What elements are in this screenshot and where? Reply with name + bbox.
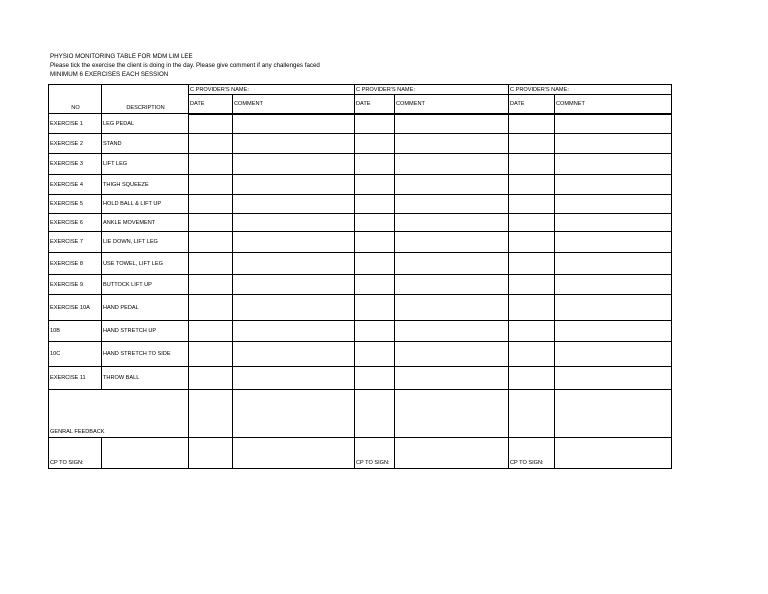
exercise-no: EXERCISE 6 <box>49 214 102 232</box>
comment-cell[interactable] <box>233 134 355 154</box>
comment-cell[interactable] <box>233 342 355 367</box>
feedback-cell[interactable] <box>189 390 233 438</box>
exercise-description: THROW BALL <box>102 367 189 390</box>
table-row <box>49 195 672 214</box>
comment-cell[interactable] <box>395 114 509 134</box>
comment-cell[interactable] <box>233 232 355 253</box>
cp-sign-label: CP TO SIGN: <box>509 438 555 469</box>
table-row <box>49 367 672 390</box>
comment-cell[interactable] <box>555 321 672 342</box>
exercise-description: HAND STRETCH TO SIDE <box>102 342 189 367</box>
comment-cell[interactable] <box>395 232 509 253</box>
date-cell[interactable] <box>189 342 233 367</box>
exercise-no: EXERCISE 11 <box>49 367 102 390</box>
date-cell[interactable] <box>355 214 395 232</box>
comment-cell[interactable] <box>395 134 509 154</box>
date-cell[interactable] <box>509 195 555 214</box>
date-cell[interactable] <box>355 342 395 367</box>
date-cell[interactable] <box>355 232 395 253</box>
comment-cell[interactable] <box>555 275 672 295</box>
date-cell[interactable] <box>509 154 555 175</box>
table-row <box>49 134 672 154</box>
exercise-no: EXERCISE 3 <box>49 154 102 175</box>
exercise-description: LIE DOWN, LIFT LEG <box>102 232 189 253</box>
date-cell[interactable] <box>509 114 555 134</box>
date-cell[interactable] <box>189 154 233 175</box>
comment-header: COMMENT <box>233 95 355 114</box>
monitoring-table <box>48 84 672 469</box>
exercise-description: USE TOWEL, LIFT LEG <box>102 253 189 275</box>
exercise-description: HOLD BALL & LIFT UP <box>102 195 189 214</box>
date-cell[interactable] <box>355 295 395 321</box>
instruction-text: Please tick the exercise the client is doing in the day. Please give comment if any challenges faced <box>50 62 320 69</box>
comment-cell[interactable] <box>233 253 355 275</box>
exercise-no: EXERCISE 5 <box>49 195 102 214</box>
date-cell[interactable] <box>509 321 555 342</box>
comment-cell[interactable] <box>233 195 355 214</box>
table-row <box>49 321 672 342</box>
table-row <box>49 232 672 253</box>
minimum-note: MINIMUM 6 EXERCISES EACH SESSION <box>50 71 169 78</box>
cp-sign-label: CP TO SIGN: <box>355 438 395 469</box>
comment-cell[interactable] <box>555 134 672 154</box>
exercise-description: BUTTOCK LIFT UP <box>102 275 189 295</box>
date-cell[interactable] <box>355 134 395 154</box>
feedback-cell[interactable] <box>509 390 555 438</box>
exercise-no: 10B <box>49 321 102 342</box>
sign-row <box>49 438 672 469</box>
comment-cell[interactable] <box>555 154 672 175</box>
comment-cell[interactable] <box>233 114 355 134</box>
date-cell[interactable] <box>509 275 555 295</box>
comment-cell[interactable] <box>555 342 672 367</box>
date-cell[interactable] <box>509 295 555 321</box>
comment-cell[interactable] <box>395 275 509 295</box>
exercise-description: LIFT LEG <box>102 154 189 175</box>
date-header: DATE <box>355 95 395 114</box>
comment-cell[interactable] <box>233 321 355 342</box>
exercise-description: THIGH SQUEEZE <box>102 175 189 195</box>
date-cell[interactable] <box>509 367 555 390</box>
exercise-no: EXERCISE 1 <box>49 114 102 134</box>
date-cell[interactable] <box>355 195 395 214</box>
date-cell[interactable] <box>509 175 555 195</box>
table-row <box>49 275 672 295</box>
table-row <box>49 154 672 175</box>
date-cell[interactable] <box>355 154 395 175</box>
exercise-no: EXERCISE 4 <box>49 175 102 195</box>
sign-cell[interactable] <box>555 438 672 469</box>
comment-cell[interactable] <box>555 195 672 214</box>
feedback-cell[interactable] <box>395 390 509 438</box>
exercise-no: EXERCISE 7 <box>49 232 102 253</box>
comment-cell[interactable] <box>555 295 672 321</box>
comment-cell[interactable] <box>395 175 509 195</box>
comment-cell[interactable] <box>395 321 509 342</box>
comment-cell[interactable] <box>233 295 355 321</box>
feedback-cell[interactable] <box>555 390 672 438</box>
date-cell[interactable] <box>189 275 233 295</box>
date-cell[interactable] <box>355 114 395 134</box>
comment-cell[interactable] <box>555 367 672 390</box>
date-header: DATE <box>189 95 233 114</box>
exercise-no: 10C <box>49 342 102 367</box>
comment-cell[interactable] <box>555 114 672 134</box>
date-cell[interactable] <box>189 195 233 214</box>
comment-header: COMMENT <box>395 95 509 114</box>
provider-name-3[interactable]: C PROVIDER'S NAME: <box>509 85 672 95</box>
feedback-cell[interactable] <box>233 390 355 438</box>
exercise-no: EXERCISE 8 <box>49 253 102 275</box>
date-cell[interactable] <box>189 295 233 321</box>
date-cell[interactable] <box>355 275 395 295</box>
comment-cell[interactable] <box>395 342 509 367</box>
comment-cell[interactable] <box>233 175 355 195</box>
date-cell[interactable] <box>509 214 555 232</box>
date-cell[interactable] <box>509 134 555 154</box>
table-row <box>49 342 672 367</box>
date-cell[interactable] <box>509 253 555 275</box>
provider-name-2[interactable]: C PROVIDER'S NAME: <box>355 85 509 95</box>
table-row <box>49 295 672 321</box>
date-cell[interactable] <box>189 175 233 195</box>
date-cell[interactable] <box>189 214 233 232</box>
comment-cell[interactable] <box>395 214 509 232</box>
page-title: PHYSIO MONITORING TABLE FOR MDM LIM LEE <box>50 53 193 60</box>
date-cell[interactable] <box>355 367 395 390</box>
comment-cell[interactable] <box>395 154 509 175</box>
comment-cell[interactable] <box>395 367 509 390</box>
comment-cell[interactable] <box>395 195 509 214</box>
table-row <box>49 214 672 232</box>
comment-cell[interactable] <box>233 154 355 175</box>
date-cell[interactable] <box>355 175 395 195</box>
comment-cell[interactable] <box>395 295 509 321</box>
date-cell[interactable] <box>189 367 233 390</box>
sign-cell[interactable] <box>395 438 509 469</box>
comment-cell[interactable] <box>555 253 672 275</box>
date-cell[interactable] <box>355 321 395 342</box>
cp-sign-label: CP TO SIGN: <box>49 438 102 469</box>
provider-name-1[interactable]: C PROVIDER'S NAME: <box>189 85 355 95</box>
date-cell[interactable] <box>509 342 555 367</box>
header-description: DESCRIPTION <box>102 85 189 114</box>
comment-cell[interactable] <box>233 275 355 295</box>
date-cell[interactable] <box>509 232 555 253</box>
sign-cell[interactable] <box>189 438 233 469</box>
sign-cell[interactable] <box>102 438 189 469</box>
exercise-description: STAND <box>102 134 189 154</box>
comment-cell[interactable] <box>233 367 355 390</box>
exercise-no: EXERCISE 2 <box>49 134 102 154</box>
table-row <box>49 175 672 195</box>
comment-cell[interactable] <box>555 175 672 195</box>
date-cell[interactable] <box>189 321 233 342</box>
exercise-description: LEG PEDAL <box>102 114 189 134</box>
general-feedback-label: GENRAL FEEDBACK <box>49 390 189 438</box>
date-cell[interactable] <box>189 253 233 275</box>
header-no: NO <box>49 85 102 114</box>
sign-cell[interactable] <box>233 438 355 469</box>
comment-cell[interactable] <box>555 232 672 253</box>
comment-header: COMMNET <box>555 95 672 114</box>
exercise-no: EXERCISE 10A <box>49 295 102 321</box>
exercise-description: ANKLE MOVEMENT <box>102 214 189 232</box>
date-cell[interactable] <box>355 253 395 275</box>
date-header: DATE <box>509 95 555 114</box>
date-cell[interactable] <box>189 232 233 253</box>
feedback-cell[interactable] <box>355 390 395 438</box>
comment-cell[interactable] <box>233 214 355 232</box>
feedback-row <box>49 390 672 438</box>
table-row <box>49 253 672 275</box>
provider-row <box>49 85 672 95</box>
exercise-no: EXERCISE 9 <box>49 275 102 295</box>
comment-cell[interactable] <box>395 253 509 275</box>
date-cell[interactable] <box>189 114 233 134</box>
exercise-description: HAND PEDAL <box>102 295 189 321</box>
table-row <box>49 114 672 134</box>
date-cell[interactable] <box>189 134 233 154</box>
comment-cell[interactable] <box>555 214 672 232</box>
exercise-description: HAND STRETCH UP <box>102 321 189 342</box>
